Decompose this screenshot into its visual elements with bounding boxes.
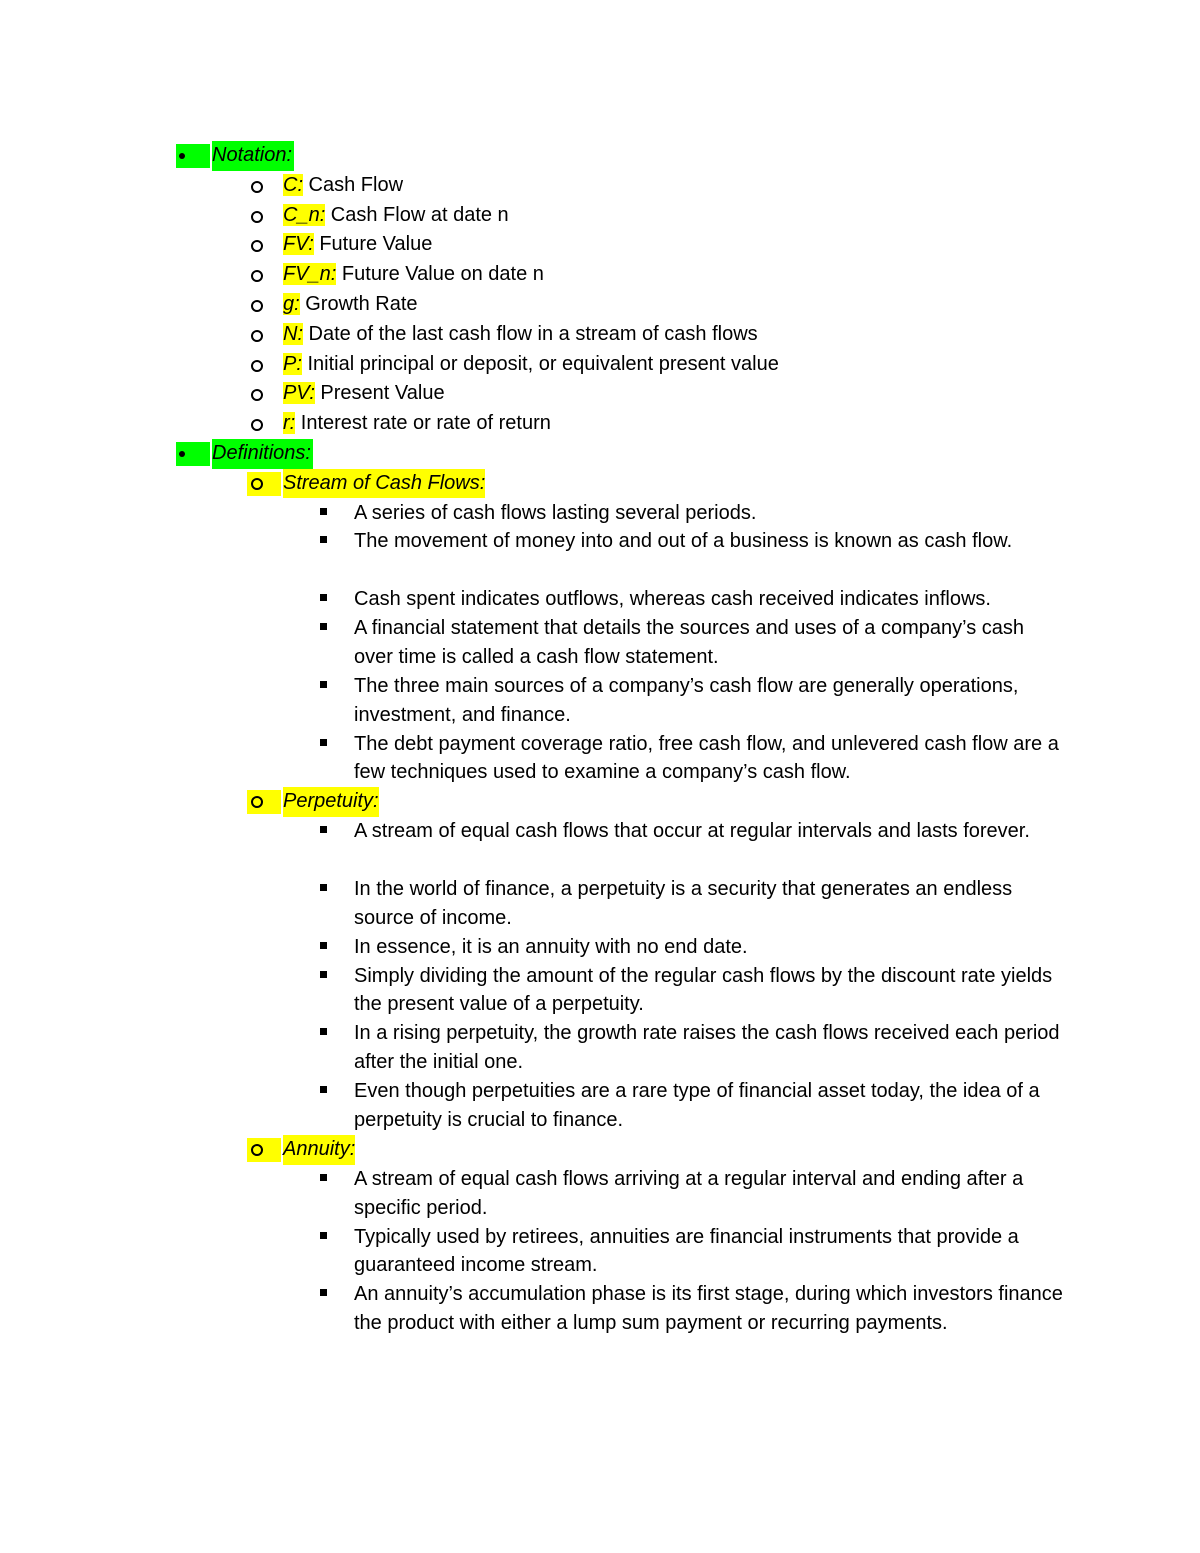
definition-point (0, 1077, 1200, 1135)
square-bullet-icon (320, 594, 327, 601)
notation-desc: Interest rate or rate of return (295, 412, 551, 435)
square-bullet-icon (320, 826, 327, 833)
notation-term: FV_n: (283, 263, 337, 286)
definition-point-text: In a rising perpetuity, the growth rate raises the cash flows received each period after the initial one. (354, 1022, 1060, 1074)
definition-point-text: Typically used by retirees, annuities are financial instruments that provide a guaranteed income stream. (354, 1225, 1019, 1277)
notation-item (0, 409, 1200, 439)
square-bullet-icon (320, 681, 327, 688)
notation-desc: Cash Flow at date n (325, 203, 509, 226)
notation-term: N: (283, 322, 303, 345)
disc-bullet-icon (176, 442, 210, 466)
notation-desc: Initial principal or deposit, or equivalent present value (301, 352, 779, 375)
disc-bullet-icon (176, 144, 210, 168)
notation-item (0, 350, 1200, 380)
definition-point-text: A series of cash flows lasting several periods. (354, 501, 757, 524)
definition-point-text: The three main sources of a company’s cash flow are generally operations, investment, and finance. (354, 674, 1019, 726)
circle-bullet-icon (251, 181, 263, 193)
notation-item (0, 260, 1200, 290)
definition-point (0, 1019, 1200, 1077)
circle-bullet-icon (251, 360, 263, 372)
definition-point-text: The debt payment coverage ratio, free cash flow, and unlevered cash flow are a few techniques used to examine a company’s cash flow. (354, 732, 1059, 784)
definition-point (0, 1280, 1200, 1367)
circle-bullet-icon (251, 240, 263, 252)
square-bullet-icon (320, 623, 327, 630)
notation-item (0, 379, 1200, 409)
notation-term: FV: (283, 233, 314, 256)
definition-point (0, 1165, 1200, 1223)
definition-point (0, 875, 1200, 933)
notation-heading: Notation: (212, 141, 294, 171)
square-bullet-icon (320, 536, 327, 543)
notation-item (0, 230, 1200, 260)
notation-item (0, 171, 1200, 201)
definition-point (0, 585, 1200, 614)
square-bullet-icon (320, 942, 327, 949)
definition-section-title-row (0, 787, 1200, 817)
notation-term: C_n: (283, 203, 326, 226)
circle-bullet-icon (251, 270, 263, 282)
definition-point (0, 499, 1200, 528)
circle-bullet-icon (251, 419, 263, 431)
definitions-heading-row (0, 439, 1200, 469)
square-bullet-icon (320, 884, 327, 891)
square-bullet-icon (320, 1174, 327, 1181)
definition-point (0, 962, 1200, 1020)
notation-desc: Growth Rate (299, 292, 418, 315)
notation-desc: Present Value (314, 382, 445, 405)
definition-point (0, 672, 1200, 730)
definition-point-text: In the world of finance, a perpetuity is a security that generates an endless source of income. (354, 877, 1013, 929)
circle-bullet-icon (251, 211, 263, 223)
square-bullet-icon (320, 508, 327, 515)
notation-term: P: (283, 352, 302, 375)
circle-bullet-icon (247, 472, 281, 496)
notation-desc: Future Value (313, 233, 433, 256)
definition-point-text: Cash spent indicates outflows, whereas cash received indicates inflows. (354, 588, 991, 611)
circle-bullet-icon (251, 300, 263, 312)
definition-section-title-row (0, 1135, 1200, 1165)
circle-bullet-icon (247, 1138, 281, 1162)
definition-section-title-row (0, 469, 1200, 499)
notation-term: C: (283, 173, 303, 196)
square-bullet-icon (320, 1086, 327, 1093)
definitions-heading: Definitions: (212, 439, 313, 469)
definition-section-title: Perpetuity: (283, 787, 379, 817)
definition-point (0, 527, 1200, 585)
notation-term: r: (283, 412, 296, 435)
circle-bullet-icon (251, 330, 263, 342)
definition-point-text: A stream of equal cash flows arriving at a regular interval and ending after a specific period. (354, 1167, 1024, 1219)
notation-term: g: (283, 292, 300, 315)
notation-heading-row (0, 141, 1200, 171)
notation-item (0, 290, 1200, 320)
square-bullet-icon (320, 739, 327, 746)
definition-point-text: A financial statement that details the sources and uses of a company’s cash over time is called a cash flow statement. (354, 616, 1025, 668)
definition-point-text: A stream of equal cash flows that occur at regular intervals and lasts forever. (354, 820, 1030, 843)
notation-term: PV: (283, 382, 315, 405)
notes-body (0, 141, 1200, 1367)
definition-section-title: Stream of Cash Flows: (283, 469, 485, 499)
definition-point-text: In essence, it is an annuity with no end date. (354, 935, 748, 958)
square-bullet-icon (320, 1232, 327, 1239)
circle-bullet-icon (247, 790, 281, 814)
definition-point (0, 730, 1200, 788)
definition-section-title: Annuity: (283, 1135, 355, 1165)
definition-point-text: Even though perpetuities are a rare type of financial asset today, the idea of a perpetuity is crucial to finance. (354, 1080, 1040, 1131)
notation-item (0, 201, 1200, 231)
notation-desc: Date of the last cash flow in a stream of cash flows (303, 322, 758, 345)
notation-item (0, 320, 1200, 350)
notation-desc: Future Value on date n (336, 263, 544, 286)
definition-point-text: An annuity’s accumulation phase is its first stage, during which investors finance the product with either a lump sum payment or recurring payments. (354, 1283, 1063, 1335)
notation-desc: Cash Flow (303, 173, 404, 196)
definition-point (0, 933, 1200, 962)
square-bullet-icon (320, 971, 327, 978)
square-bullet-icon (320, 1028, 327, 1035)
definition-point (0, 614, 1200, 672)
definition-point (0, 1223, 1200, 1281)
definition-point-text: Simply dividing the amount of the regular cash flows by the discount rate yields the present value of a perpetuity. (354, 964, 1053, 1016)
definition-point (0, 817, 1200, 875)
definition-point-text: The movement of money into and out of a business is known as cash flow. (354, 530, 1013, 553)
circle-bullet-icon (251, 389, 263, 401)
square-bullet-icon (320, 1289, 327, 1296)
